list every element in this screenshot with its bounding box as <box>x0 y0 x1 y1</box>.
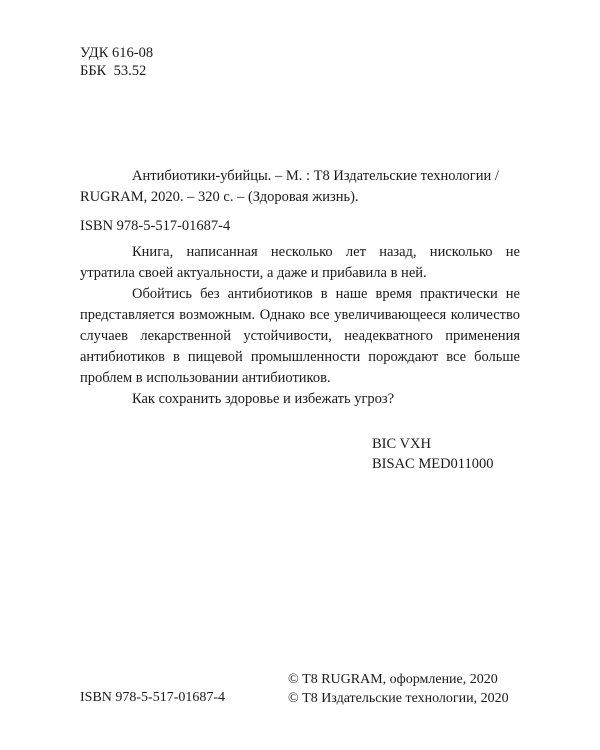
bisac-code: BISAC MED011000 <box>372 456 494 472</box>
copyright-publisher: © Т8 Издательские технологии, 2020 <box>288 691 509 706</box>
udk-code: УДК 616-08 <box>80 45 154 61</box>
classification-codes <box>80 44 153 80</box>
bic-code: BIC VXH <box>372 436 431 452</box>
annotation-paragraph: Книга, написанная несколько лет назад, нисколько не утратила своей актуальности, а даже и прибавила в ней. <box>80 244 520 281</box>
annotation <box>80 242 520 410</box>
copyright-design: © Т8 RUGRAM, оформление, 2020 <box>288 672 498 687</box>
subject-codes <box>372 434 494 474</box>
annotation-paragraph: Обойтись без антибиотиков в наше время практически не представляется возможным. Однако все увеличивающееся количество случаев лекарственной устойчивости, неадекватного применения антибиотиков в пищевой промышленности порождают все больше проблем в использовании антибиотиков. <box>80 286 520 386</box>
biblio-line-2: RUGRAM, 2020. – 320 с. – (Здоровая жизнь). <box>80 189 359 205</box>
copyright-block <box>288 670 509 708</box>
isbn-top: ISBN 978-5-517-01687-4 <box>80 218 231 234</box>
bibliographic-record <box>80 166 520 208</box>
annotation-paragraph: Как сохранить здоровье и избежать угроз? <box>132 391 395 407</box>
isbn-bottom: ISBN 978-5-517-01687-4 <box>80 690 226 705</box>
biblio-line-1: Антибиотики-убийцы. – М. : Т8 Издательские технологии / <box>132 168 499 184</box>
bbk-code: ББК 53.52 <box>80 63 147 79</box>
